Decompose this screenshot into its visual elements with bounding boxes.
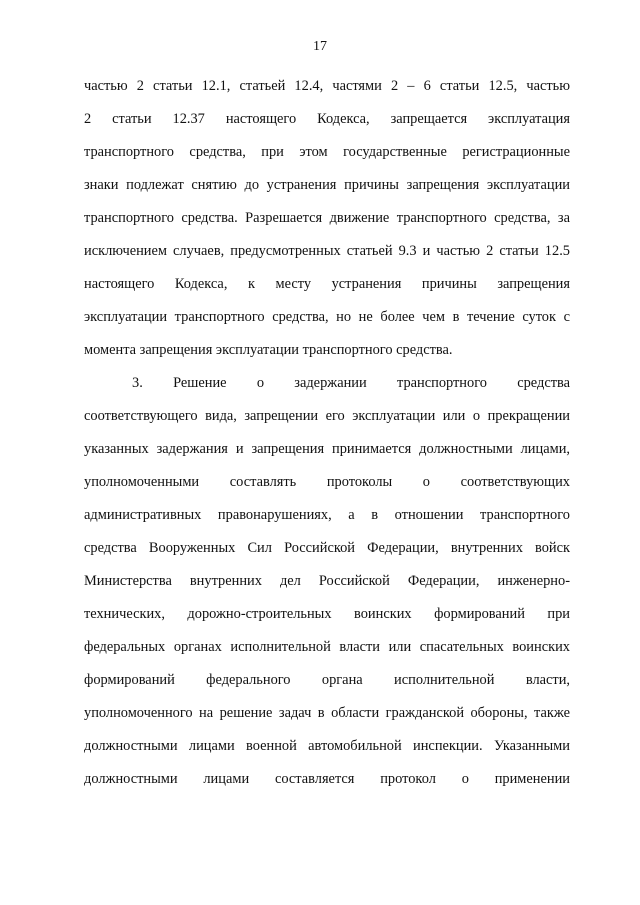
text-line: федеральных органах исполнительной власти или спасательных воинских [84,639,570,655]
document-body [84,71,570,797]
text-line: соответствующего вида, запрещении его эксплуатации или о прекращении [84,408,570,424]
text-line: указанных задержания и запрещения принимается должностными лицами, [84,441,570,457]
text-line: момента запрещения эксплуатации транспортного средства. [84,342,453,358]
text-line: транспортного средства, при этом государственные регистрационные [84,144,570,160]
text-line: 2 статьи 12.37 настоящего Кодекса, запрещается эксплуатация [84,111,570,127]
text-line: транспортного средства. Разрешается движение транспортного средства, за [84,210,570,226]
paragraph-1 [84,71,570,368]
text-line: административных правонарушениях, а в отношении транспортного [84,507,570,523]
text-line: формирований федерального органа исполнительной власти, [84,672,570,688]
text-line: знаки подлежат снятию до устранения причины запрещения эксплуатации [84,177,570,193]
text-line: уполномоченного на решение задач в области гражданской обороны, также [84,705,570,721]
page-number: 17 [313,39,327,54]
text-line: должностными лицами составляется протокол о применении [84,771,570,787]
text-line: частью 2 статьи 12.1, статьей 12.4, частями 2 – 6 статьи 12.5, частью [84,78,570,94]
text-line: уполномоченными составлять протоколы о соответствующих [84,474,570,490]
text-line: Министерства внутренних дел Российской Федерации, инженерно- [84,573,570,589]
text-line: средства Вооруженных Сил Российской Федерации, внутренних войск [84,540,570,556]
text-line: настоящего Кодекса, к месту устранения причины запрещения [84,276,570,292]
text-line: эксплуатации транспортного средства, но не более чем в течение суток с [84,309,570,325]
text-line: исключением случаев, предусмотренных статьей 9.3 и частью 2 статьи 12.5 [84,243,570,259]
text-line: должностными лицами военной автомобильной инспекции. Указанными [84,738,570,754]
text-line: технических, дорожно-строительных воинских формирований при [84,606,570,622]
text-line: 3. Решение о задержании транспортного средства [132,375,570,391]
paragraph-2 [84,368,570,797]
